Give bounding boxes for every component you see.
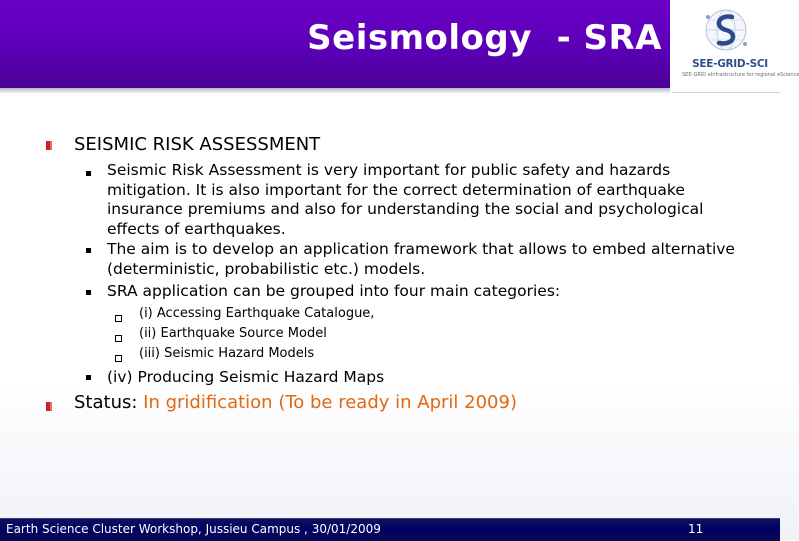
- title-bar: [0, 0, 670, 88]
- logo-name: SEE-GRID-SCI: [692, 58, 768, 70]
- see-grid-sci-logo: [672, 0, 799, 93]
- slide-title: Seismology - SRA: [307, 18, 662, 58]
- section-heading: SEISMIC RISK ASSESSMENT: [74, 134, 321, 155]
- bullet-icon: [86, 290, 91, 295]
- status-label: Status:: [74, 392, 144, 413]
- bullet-text: (iv) Producing Seismic Hazard Maps: [107, 368, 385, 386]
- footer-text: Earth Science Cluster Workshop, Jussieu Campus , 30/01/2009: [6, 522, 381, 536]
- sub-bullet-icon: [115, 335, 122, 342]
- footer-bar: [0, 518, 780, 541]
- logo-globe-icon: [672, 0, 780, 60]
- bullet-text: SRA application can be grouped into four main categories:: [107, 282, 561, 300]
- sub-bullet-icon: [115, 315, 122, 322]
- status-bullet-icon: [46, 402, 52, 411]
- bullet-text: The aim is to develop an application framework that allows to embed alternative (deterministic, probabilistic etc.) models.: [107, 240, 735, 278]
- bullet-icon: [86, 375, 91, 380]
- bullet-text: Seismic Risk Assessment is very important for public safety and hazards mitigation. It is also important for the correct determination of earthquake insurance premiums and also for understanding the social and psychological effects of earthquakes.: [107, 161, 704, 238]
- sub-bullet-text: (ii) Earthquake Source Model: [139, 326, 327, 341]
- status-value: In gridification (To be ready in April 2009): [143, 392, 517, 413]
- bullet-icon: [86, 248, 91, 253]
- title-bar-shadow: [0, 88, 670, 94]
- status-line: [74, 392, 517, 413]
- sub-bullet-text: (iii) Seismic Hazard Models: [139, 346, 315, 361]
- sub-bullet-text: (i) Accessing Earthquake Catalogue,: [139, 306, 375, 321]
- heading-bullet-icon: [46, 141, 52, 150]
- bullet-icon: [86, 171, 91, 176]
- logo-tagline: SEE-GRID eInfrastructure for regional eScience: [682, 72, 799, 78]
- page-number: 11: [688, 522, 704, 536]
- sub-bullet-icon: [115, 355, 122, 362]
